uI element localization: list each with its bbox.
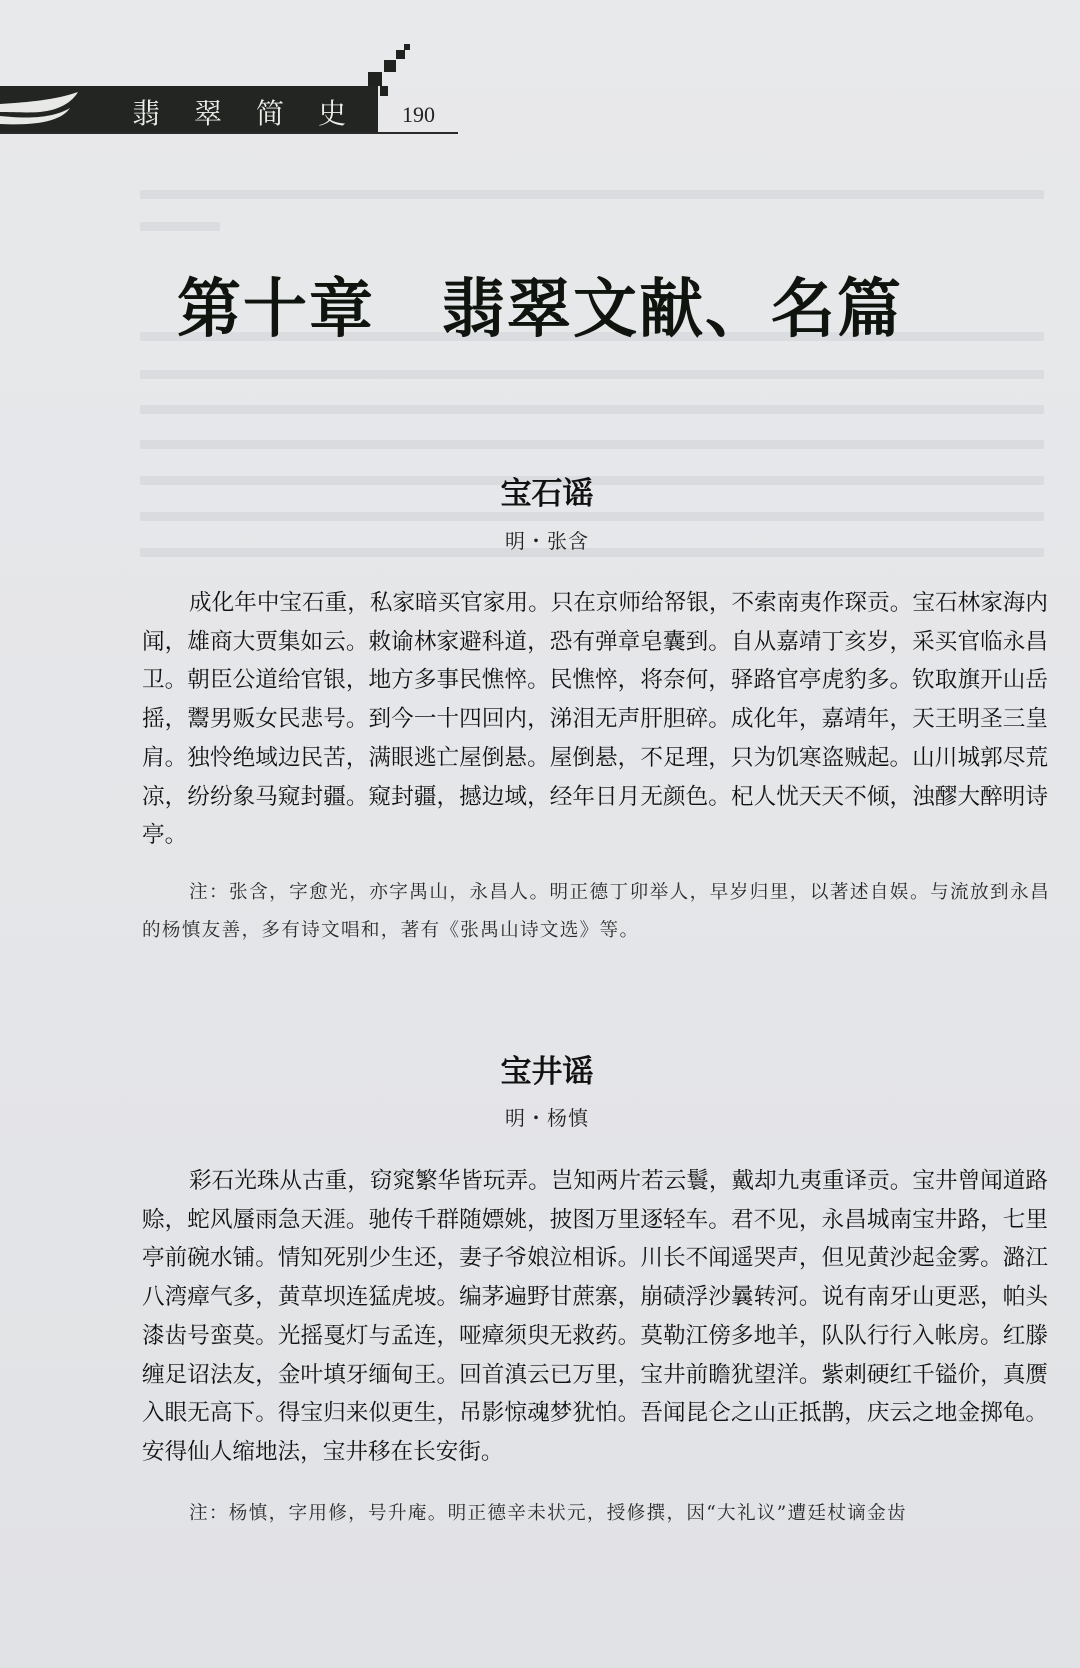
poem-author: 明・张含 [505,529,589,553]
header-rule [0,132,458,134]
show-through-line [140,405,1044,414]
poem-author: 明・杨慎 [505,1106,589,1130]
poem-title: 宝石谣 [500,476,594,512]
square-ornament-icon [384,60,396,72]
chapter-title: 第十章 翡翠文献、名篇 [177,272,903,347]
poem-title: 宝井谣 [500,1054,594,1090]
swoosh-ornament-icon [0,86,120,132]
show-through-line [140,370,1044,379]
square-ornament-icon [380,86,388,96]
poem-body: 彩石光珠从古重，窃窕繁华皆玩弄。岂知两片若云鬟，戴却九夷重译贡。宝井曾闻道路赊，蛇风蜃雨急天涯。驰传千群随嫖姚，披图万里逐轻车。君不见，永昌城南宝井路，七里亭前碗水铺。情知死别少生还，妻子爷娘泣相诉。川长不闻遥哭声，但见黄沙起金雾。潞江八湾瘴气多，黄草坝连猛虎坡。编茅遍野甘蔗寨，崩碛浮沙曩转河。说有南牙山更恶，帕头漆齿号蛮莫。光摇戛灯与孟连，哑瘴须臾无救药。莫勒江傍多地羊，队队行行入帐房。红滕缠足诏法友，金叶填牙缅甸王。回首滇云已万里，宝井前瞻犹望洋。紫刺硬红千镒价，真赝入眼无高下。得宝归来似更生，吊影惊魂梦犹怕。吾闻昆仑之山正抵鹊，庆云之地金掷龟。安得仙人缩地法，宝井移在长安街。 [142,1168,1048,1465]
running-header [0,86,460,136]
square-ornament-icon [404,44,410,50]
show-through-line [140,440,1044,449]
poem-body: 成化年中宝石重，私家暗买官家用。只在京师给帑银，不索南夷作琛贡。宝石林家海内闻，雄商大贾集如云。敕谕林家避科道，恐有弹章皂囊到。自从嘉靖丁亥岁，采买官临永昌卫。朝臣公道给官银，地方多事民憔悴。民憔悴，将奈何，驿路官亭虎豹多。钦取旗开山岳摇，鬻男贩女民悲号。到今一十四回内，涕泪无声肝胆碎。成化年，嘉靖年，天王明圣三皇肩。独怜绝域边民苦，满眼逃亡屋倒悬。屋倒悬，不足理，只为饥寒盗贼起。山川城郭尽荒凉，纷纷象马窥封疆。窥封疆，撼边域，经年日月无颜色。杞人忧天天不倾，浊醪大醉明诗亭。 [142,590,1048,849]
show-through-line [140,512,1044,521]
poem-note: 注：杨慎，字用修，号升庵。明正德辛未状元，授修撰，因“大礼议”遭廷杖谪金齿 [189,1503,907,1524]
poem-note: 注：张含，字愈光，亦字禺山，永昌人。明正德丁卯举人，早岁归里，以著述自娱。与流放到永昌的杨慎友善，多有诗文唱和，著有《张禺山诗文选》等。 [142,882,1050,941]
page-number: 190 [402,102,435,127]
square-ornament-icon [368,72,382,86]
show-through-line [140,222,220,231]
show-through-line [140,190,1044,199]
square-ornament-icon [396,50,405,59]
series-title: 翡翠简史 [132,97,381,130]
